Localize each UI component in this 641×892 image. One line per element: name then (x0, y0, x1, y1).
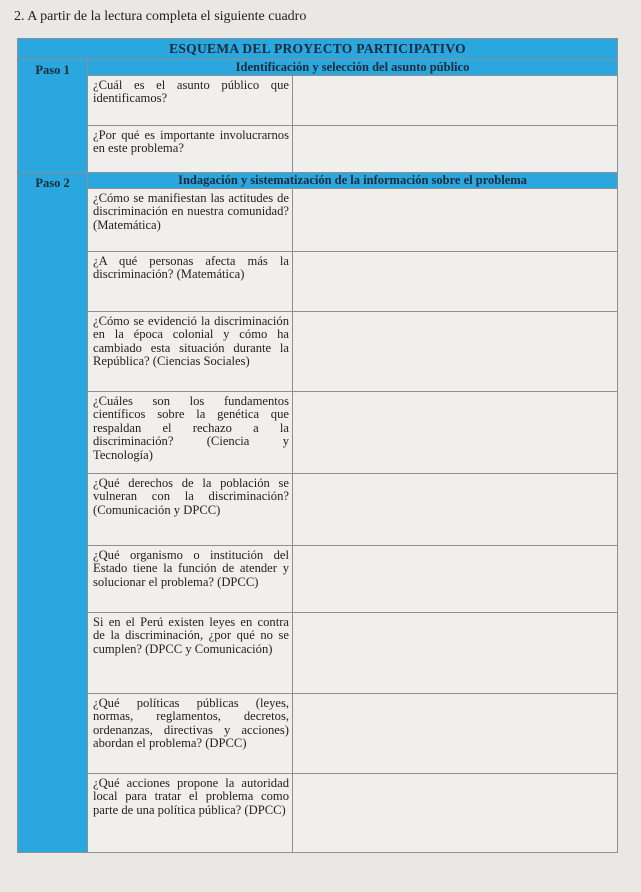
table-title: ESQUEMA DEL PROYECTO PARTICIPATIVO (18, 39, 618, 60)
answer-cell[interactable] (293, 546, 618, 613)
table-row (18, 189, 618, 252)
table-row (18, 252, 618, 312)
table-row (18, 694, 618, 774)
question-cell: ¿Qué acciones propone la autoridad local para tratar el problema como parte de una política pública? (DPCC) (88, 774, 293, 853)
question-cell: ¿Cuál es el asunto público que identificamos? (88, 76, 293, 126)
table-row (18, 392, 618, 474)
answer-cell[interactable] (293, 312, 618, 392)
table-title-row (18, 39, 618, 60)
step-1-label: Paso 1 (18, 60, 88, 173)
table-row (18, 546, 618, 613)
step-2-section-title: Indagación y sistematización de la información sobre el problema (88, 173, 618, 189)
question-cell: ¿Cómo se manifiestan las actitudes de discriminación en nuestra comunidad? (Matemática) (88, 189, 293, 252)
instruction-text: 2. A partir de la lectura completa el siguiente cuadro (14, 9, 307, 24)
question-cell: Si en el Perú existen leyes en contra de la discriminación, ¿por qué no se cumplen? (DPCC y Comunicación) (88, 613, 293, 694)
step-2-label: Paso 2 (18, 173, 88, 853)
table-row (18, 474, 618, 546)
question-cell: ¿Qué derechos de la población se vulneran con la discriminación? (Comunicación y DPCC) (88, 474, 293, 546)
table-row (18, 312, 618, 392)
answer-cell[interactable] (293, 694, 618, 774)
answer-cell[interactable] (293, 474, 618, 546)
table-row (18, 774, 618, 853)
step-1-header-row (18, 60, 618, 76)
table-row (18, 126, 618, 173)
step-1-section-title: Identificación y selección del asunto público (88, 60, 618, 76)
table-row (18, 76, 618, 126)
question-cell: ¿Por qué es importante involucrarnos en este problema? (88, 126, 293, 173)
answer-cell[interactable] (293, 76, 618, 126)
project-scheme-table (17, 38, 618, 853)
question-cell: ¿Cuáles son los fundamentos científicos sobre la genética que respaldan el rechazo a la discriminación? (Ciencia y Tecnología) (88, 392, 293, 474)
answer-cell[interactable] (293, 392, 618, 474)
answer-cell[interactable] (293, 189, 618, 252)
answer-cell[interactable] (293, 252, 618, 312)
answer-cell[interactable] (293, 126, 618, 173)
question-cell: ¿Qué organismo o institución del Estado tiene la función de atender y solucionar el problema? (DPCC) (88, 546, 293, 613)
step-2-header-row (18, 173, 618, 189)
question-cell: ¿A qué personas afecta más la discriminación? (Matemática) (88, 252, 293, 312)
table-row (18, 613, 618, 694)
answer-cell[interactable] (293, 613, 618, 694)
question-cell: ¿Qué políticas públicas (leyes, normas, reglamentos, decretos, ordenanzas, directivas y acciones) abordan el problema? (DPCC) (88, 694, 293, 774)
question-cell: ¿Cómo se evidenció la discriminación en la época colonial y cómo ha cambiado esta situación durante la República? (Ciencias Sociales) (88, 312, 293, 392)
answer-cell[interactable] (293, 774, 618, 853)
